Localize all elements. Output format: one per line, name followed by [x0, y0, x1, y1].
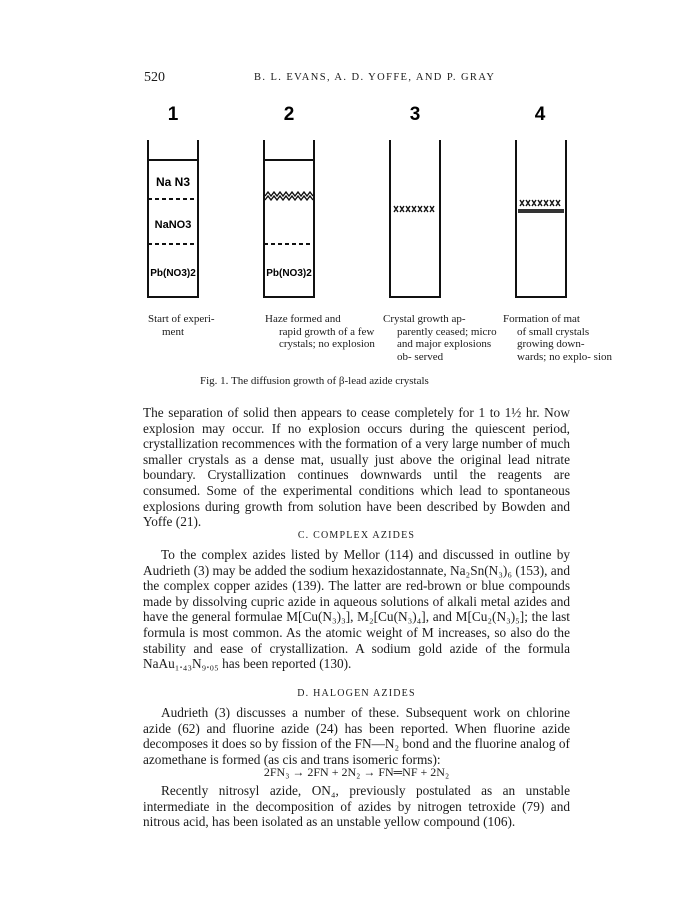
section-heading-d: D. HALOGEN AZIDES — [297, 688, 416, 699]
tube-number-2: 2 — [283, 104, 295, 125]
caption-4: Formation of mat of small crystals growing down- wards; no explo- sion — [503, 313, 613, 363]
tube-4 — [516, 140, 566, 297]
page-number: 520 — [144, 70, 165, 85]
tube2-haze — [265, 192, 313, 200]
tube4-crystals — [520, 200, 560, 206]
tube4-mat — [518, 209, 564, 213]
tube1-label-nan3: Na N3 — [155, 175, 191, 189]
paragraph-3: Audrieth (3) discusses a number of these. Subsequent work on chlorine azide (62) and fluorine azide (24) has been reported. When fluorine azide decomposes it does so by fission of the FN—N₂ bond and the fluorine analog of azomethane is formed (as cis and trans isomeric forms): — [143, 705, 570, 767]
tube1-label-nano3: NaNO3 — [154, 219, 192, 231]
section-heading-c: C. COMPLEX AZIDES — [297, 530, 416, 541]
diffusion-figure — [140, 92, 600, 302]
paragraph-2: To the complex azides listed by Mellor (114) and discussed in outline by Audrieth (3) may be added the sodium hexazidostannate, Na₂Sn(N₃)₆ (153), and the complex copper azides (139). The latter are red-brown or blue compounds made by dissolving cupric azide in aqueous solutions of alkali metal azides and have the general formulae M[Cu(N₃)₃], M₂[Cu(N₃)₄], and M[Cu₂(N₃)₅]; the last formula is most common. As the atomic weight of M increases, so also do the stability and ease of crystallization. A sodium gold azide of the formula NaAu₁.₄₃N₉.₀₅ has been reported (130). — [143, 547, 570, 672]
tube2-label-pbno3: Pb(NO3)2 — [266, 268, 312, 279]
running-head: B. L. EVANS, A. D. YOFFE, AND P. GRAY — [254, 72, 496, 83]
equation: 2FN₃ → 2FN + 2N₂ → FN═NF + 2N₂ — [263, 765, 450, 779]
paragraph-1: The separation of solid then appears to cease completely for 1 to 1½ hr. Now explosion may occur. If no explosion occurs during the quiescent period, crystallization recommences with the formation of a very large number of much smaller crystals as a dense mat, usually just above the original lead nitrate boundary. Crystallization continues downwards until the reagents are consumed. Some of the experimental conditions which lead to spontaneous explosions during growth from solution have been described by Bowden and Yoffe (21). — [143, 405, 570, 530]
paragraph-4: Recently nitrosyl azide, ON₄, previously postulated as an unstable intermediate in the decomposition of azides by nitrogen tetroxide (79) and nitrous acid, has been isolated as an unstable yellow compound (106). — [143, 783, 570, 830]
caption-3: Crystal growth ap- parently ceased; micro and major explosions ob- served — [383, 313, 497, 363]
caption-2: Haze formed and rapid growth of a few crystals; no explosion — [265, 313, 375, 350]
tube-3 — [390, 140, 440, 297]
caption-1: Start of experi- ment — [148, 313, 215, 338]
figure-title: Fig. 1. The diffusion growth of β-lead azide crystals — [200, 375, 429, 387]
tube3-crystals — [394, 206, 434, 212]
tube1-label-pbno3: Pb(NO3)2 — [150, 268, 196, 279]
tube-number-4: 4 — [534, 104, 546, 125]
tube-number-1: 1 — [167, 104, 179, 125]
page-header — [144, 70, 569, 86]
tube-number-3: 3 — [409, 104, 421, 125]
